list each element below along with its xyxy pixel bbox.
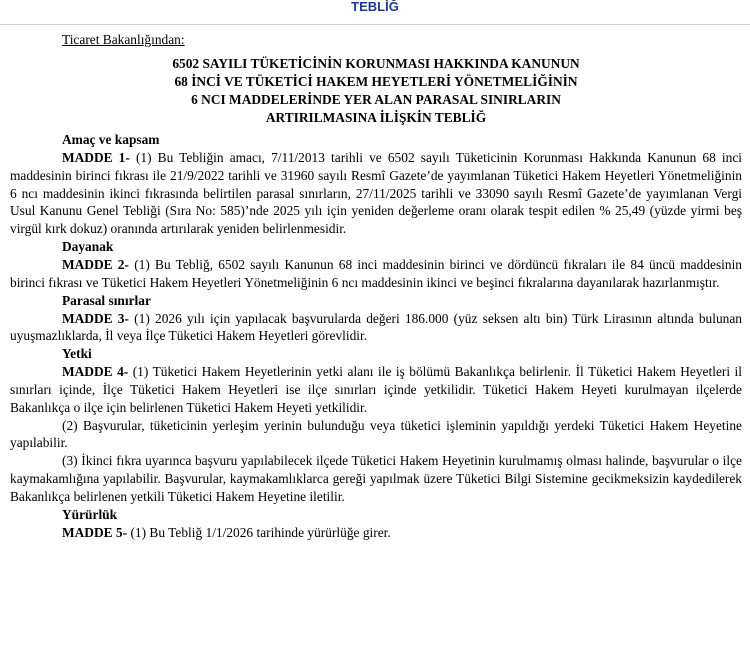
article-1-paragraph-1 [10,149,742,238]
article-3-heading: Parasal sınırlar [62,292,151,308]
article-4-paragraph-1 [10,363,742,416]
article-3-number: MADDE 3- [62,310,129,326]
title-line: 68 İNCİ VE TÜKETİCİ HAKEM HEYETLERİ YÖNETMELİĞİNİN [174,74,578,89]
article-2-number: MADDE 2- [62,256,129,272]
article-5-paragraph-1 [10,524,742,542]
article-2-text: (1) Bu Tebliğ, 6502 sayılı Kanunun 68 inci maddesinin birinci ve dördüncü fıkraları ile 84 üncü maddesinin birinci fıkrası ve Tüketici Hakem Heyetleri Yönetmeliğinin 6 ncı maddesinin ikinci ve beşinci fıkralarına dayanılarak hazırlanmıştır. [10,256,743,290]
article-5-number: MADDE 5- [62,524,128,540]
article-2-heading: Dayanak [62,238,114,254]
article-2-paragraph-1 [10,256,742,292]
document-title [10,55,742,127]
title-line: 6502 SAYILI TÜKETİCİNİN KORUNMASI HAKKINDA KANUNUN [172,56,580,71]
article-5-text: (1) Bu Tebliğ 1/1/2026 tarihinde yürürlüğe girer. [130,524,391,540]
article-4-number: MADDE 4- [62,364,129,380]
article-4-text: (1) Tüketici Hakem Heyetlerinin yetki alanı ile iş bölümü Bakanlıkça belirlenir. İl Tüketici Hakem Heyetleri il sınırları içinde, İlçe Tüketici Hakem Heyetleri ise ilçe sınırları içinde yetkilidir. Tüketici Hakem Heyeti kurulmayan ilçelerde Bakanlıkça o ilçe için belirlenen Tüketici Hakem Heyeti yetkilidir. [10,364,742,415]
article-4-paragraph-2: (2) Başvurular, tüketicinin yerleşim yerinin bulunduğu veya tüketici işleminin yapıldığı yerdeki Tüketici Hakem Heyetine yapılabilir. [10,417,742,451]
title-line: ARTIRILMASINA İLİŞKİN TEBLİĞ [265,110,487,125]
document-type-header: TEBLİĞ [0,0,750,25]
issuer-label: Ticaret Bakanlığından: [62,32,185,47]
title-line: 6 NCI MADDELERİNDE YER ALAN PARASAL SINIRLARIN [191,92,561,107]
article-5-heading: Yürürlük [62,506,118,522]
issuer-line [62,31,742,49]
document-body [0,31,750,541]
article-1-text: (1) Bu Tebliğin amacı, 7/11/2013 tarihli ve 6502 sayılı Tüketicinin Korunması Hakkında Kanunun 68 inci maddesinin birinci fıkrası ile 21/9/2022 tarihli ve 31960 sayılı Resmî Gazete’de yayımlanan Tüketici Hakem Heyetleri Yönetmeliğinin 6 ncı maddesinin ikinci fıkrasında belirtilen parasal sınırların, 27/11/2025 tarihli ve 33090 sayılı Resmî Gazete’de yayımlanan Vergi Usul Kanunu Genel Tebliği (Sıra No: 585)’nde 2025 yılı için yeniden değerleme oranı olarak tespit edilen % 25,49 (yüzde yirmi beş virgül kırk dokuz) oranında artırılarak yeniden belirlenmesidir. [10,150,742,237]
article-4-paragraph-3: (3) İkinci fıkra uyarınca başvuru yapılabilecek ilçede Tüketici Hakem Heyetinin kurulmamış olması halinde, başvurular o ilçe kaymakamlığına yapılabilir. Başvurular, kaymakamlıklarca gereği yapılmak üzere Tüketici Bilgi Sistemine gecikmeksizin kaydedilerek Bakanlıkça belirlenen yetkili Tüketici Hakem Heyetine iletilir. [10,453,742,504]
article-4-heading: Yetki [62,346,92,362]
article-1-heading: Amaç ve kapsam [62,132,160,147]
article-1-number: MADDE 1- [62,150,130,165]
article-3-text: (1) 2026 yılı için yapılacak başvurularda değeri 186.000 (yüz seksen altı bin) Türk Lirasının altında bulunan uyuşmazlıklarda, İl veya İlçe Tüketici Hakem Heyetleri görevlidir. [10,310,742,344]
article-3-paragraph-1 [10,310,742,346]
